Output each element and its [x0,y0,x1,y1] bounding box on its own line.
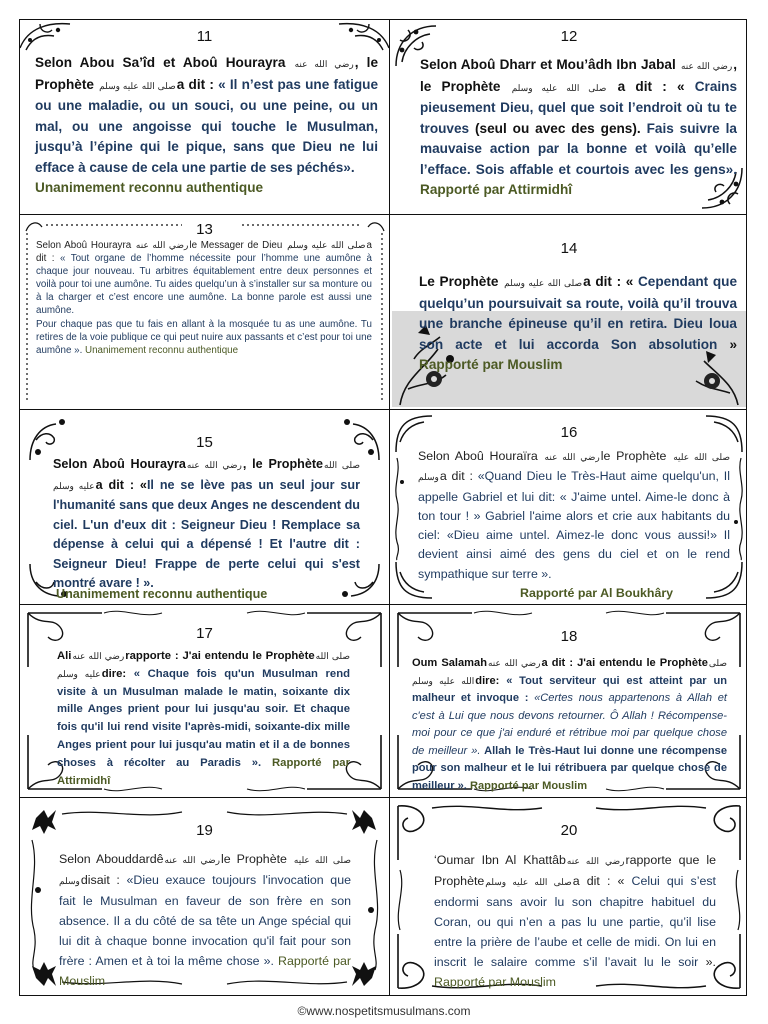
hadith-intro: Oum Salamah [412,657,487,669]
hadith-intro: , le Prophète [35,55,379,92]
arabic-honorific: رضي الله عنه [487,658,541,668]
hadith-card-15 [20,410,389,604]
hadith-intro: le Messager de Dieu [189,240,283,251]
hadith-intro: dire: [475,674,500,687]
hadith-quote: «Quand Dieu le Très-Haut aime quelqu'un, Il appelle Gabriel et lui dit: « J'aime untel. Aime-le donc à ton tour ! » Gabriel l'aime alors et crie aux habitants du ciel: «Dieu aime untel. Aimez-le donc vous aussi!» Il devient ainsi aimé des gens du ciel et on le rend sympathique sur terre ». [418,469,731,581]
hadith-intro: a dit : [176,76,219,92]
hadith-card-17 [20,605,389,797]
border-dots-icon [22,233,32,403]
hadith-quote-end: » [717,336,738,352]
hadith-card-18 [390,605,748,797]
arabic-honorific: صلى الله عليه وسلم [287,240,366,250]
hadith-card-12 [390,20,748,214]
hadith-card-13 [20,215,389,409]
hadith-quote: Celui qui s’est endormi sans avoir lu son chapitre habituel du Coran, ou qui n’en a pas lu une partie, qu’il lise entre la prière de l’aube et celle de midi. On lui en inscrit le salaire comme s’il l’avait lu le soir [434,874,716,969]
website-footer: ©www.nospetitsmusulmans.com [297,1004,471,1018]
hadith-intro: a dit : [439,469,478,484]
hadith-text [420,55,737,201]
hadith-quote: « Chaque fois qu'un Musulman rend visite à un Musulman malade le matin, soixante dix mille Anges prient pour lui jusqu'au soir. Et chaque fois qu'il lui rend visite l'après-midi, soixante-dix mille Anges prient pour lui jusqu'au matin et il a de bonnes choses à récolter au Paradis ». [57,667,351,769]
arabic-honorific: رضي الله عنه [294,59,354,69]
card-number: 13 [196,221,213,238]
hadith-quote: « Tout serviteur qui est atteint par un malheur et invoque : [412,674,727,704]
hadith-intro: Ali [57,650,72,662]
arabic-honorific: رضي الله عنه [680,61,733,71]
arabic-honorific: صلى الله عليه وسلم [418,452,730,483]
hadith-quote: Crains pieusement Dieu, quel que soit l’endroit où tu te trouves [420,78,738,136]
hadith-intro: , le Prophète [420,57,738,94]
hadith-card-20 [390,798,748,996]
hadith-quote-end: gens». [693,161,737,177]
hadith-source: Rapporté par Mouslim [59,954,351,988]
card-sheet [19,19,747,996]
hadith-intro: a dit : J'ai entendu le Prophète [541,657,708,669]
hadith-source: Rapporté par Attirmidhî [420,182,573,197]
arabic-honorific: صلى الله عليه وسلم [53,460,361,491]
hadith-intro: Selon Abouddardê [59,852,164,866]
hadith-intro: a dit : « [617,78,695,94]
hadith-text [412,655,727,795]
hadith-source: Rapporté par Mouslim [434,975,556,989]
hadith-quote: Cependant que quelqu’un poursuivait sa route, voilà qu’il trouva une branche épineuse qu’il en retira. Dieu loua son acte et lui accorda Son absolution [419,274,738,352]
hadith-quote: « Tout organe de l’homme nécessite pour l’homme une aumône à chaque jour nouveau. Tu arbitres équitablement entre deux personnes et voilà pour toi une aumône. Tu aides quelqu’un à s’installer sur sa monture ou à la charger et c’est encore une aumône. La bonne parole est aussi une aumône. [36,253,372,317]
hadith-source: Rapporté par Mouslim [419,357,563,372]
hadith-quote: Pour chaque pas que tu fais en allant à la mosquée tu as une aumône. Tu retires de la voie publique ce qui peut nuire aux passants et c’est pour toi une aumône ». [36,318,372,356]
hadith-card-16 [390,410,748,604]
hadith-source: Unanimement reconnu authentique [85,344,239,356]
arabic-honorific: رضي الله عنه [135,240,189,250]
hadith-card-19 [20,798,389,996]
hadith-intro: Selon Aboû Hourayra [36,240,132,251]
hadith-quote-end: ». [698,955,716,969]
border-dots-icon [377,233,387,403]
card-number: 14 [560,240,578,257]
hadith-intro: dire: [101,667,127,680]
hadith-intro: Selon Abou Sa’îd et Aboû Hourayra [35,55,286,70]
hadith-card-11 [20,20,389,214]
arabic-honorific: رضي الله عنه [566,856,625,866]
hadith-source: Rapporté par Attirmidhî [57,756,350,787]
hadith-intro: , le Prophète [242,457,324,471]
arabic-honorific: صلى الله عليه وسلم [59,855,352,886]
hadith-intro: Selon Aboû Dharr et Mou’âdh Ibn Jabal [420,57,676,72]
card-number: 15 [196,434,213,451]
hadith-intro: Le Prophète [419,274,499,289]
hadith-text [53,455,360,594]
card-number: 11 [196,28,213,45]
hadith-quote: Allah le Très-Haut lui donne une récompense pour son malheur et le lui rétribuera par quelque chose de meilleur ». [412,744,727,792]
hadith-source: Unanimement reconnu authentique [35,180,264,195]
hadith-text [57,648,350,790]
hadith-intro: a dit : « [572,874,632,888]
arabic-honorific: صلى الله عليه وسلم [412,658,727,686]
hadith-source: Rapporté par Mouslim [469,779,588,792]
hadith-text [59,849,351,991]
hadith-intro: Selon Aboû Houraïra [418,449,538,463]
hadith-invocation: «Certes nous appartenons à Allah et c'est à Lui que nous devons retourner. Ô Allah ! Récompense-moi pour ce que j'ai enduré et rétribue moi par quelque chose de meilleur ». [412,692,727,757]
hadith-card-14 [390,215,748,409]
hadith-text [35,53,378,199]
hadith-intro: ‘Oumar Ibn Al Khattâb [434,853,566,867]
hadith-intro: a dit : « [583,274,638,289]
card-number: 17 [196,625,213,642]
hadith-intro: a dit : « [95,477,147,492]
arabic-honorific: صلى الله عليه وسلم [57,651,350,679]
hadith-quote: « Il n’est pas une fatigue ou une maladie, ou un souci, ou une peine, ou un mal, ou une angoisse qui touche le Musulman, jusqu’à l’épine qui le pique, sans que Dieu ne lui efface à cause de cela une partie de ses péchés». [35,76,379,175]
hadith-intro: rapporte : J'ai entendu le Prophète [125,650,315,662]
arabic-honorific: رضي الله عنه [544,452,600,462]
card-number: 18 [560,628,578,645]
hadith-intro: a dit : [36,240,372,265]
card-number: 20 [560,822,578,839]
hadith-text [434,850,716,992]
arabic-honorific: صلى الله عليه وسلم [504,278,583,288]
hadith-quote: Il ne se lève pas un seul jour sur l'humanité sans que deux Anges ne descendent du ciel. L'un d'eux dit : Seigneur Dieu ! Remplace sa dépense à celui qui a dépensé ! Et l'autre dit : Seigneur Dieu! Frappe de perte celui qui s'est montré avare ! ». [53,477,360,590]
hadith-text [36,239,372,357]
hadith-quote: «Dieu exauce toujours l'invocation que fait le Musulman en faveur de son frère en son absence. Il a du côté de sa tête un Ange spécial qui lui dit à chaque bonne invocation qu'il fait pour son frère : Amen et à toi la même chose ». [59,873,351,968]
hadith-intro: rapporte que le Prophète [434,853,716,888]
card-number: 16 [560,424,578,441]
arabic-honorific: رضي الله عنه [186,460,242,470]
hadith-intro: Selon Aboû Hourayra [53,457,186,471]
hadith-text [419,272,737,376]
arabic-honorific: رضي الله عنه [164,855,221,865]
card-number: 19 [196,822,213,839]
hadith-source: Unanimement reconnu authentique [56,587,268,601]
hadith-aside: (seul ou avec des gens). [475,120,641,136]
hadith-text [418,447,730,584]
hadith-intro: le Prophète [600,449,667,463]
hadith-source: Rapporté par Al Boukhâry [520,586,674,600]
arabic-honorific: صلى الله عليه وسلم [511,82,607,93]
hadith-quote: Fais suivre la mauvaise action par la bonne et voilà qu’elle l’efface. Sois affable et courtois avec les [420,120,737,177]
arabic-honorific: رضي الله عنه [72,651,125,661]
hadith-intro: disait : [80,873,127,887]
arabic-honorific: صلى الله عليه وسلم [485,877,572,887]
card-number: 12 [560,28,578,45]
hadith-intro: le Prophète [221,852,287,866]
arabic-honorific: صلى الله عليه وسلم [99,80,176,91]
